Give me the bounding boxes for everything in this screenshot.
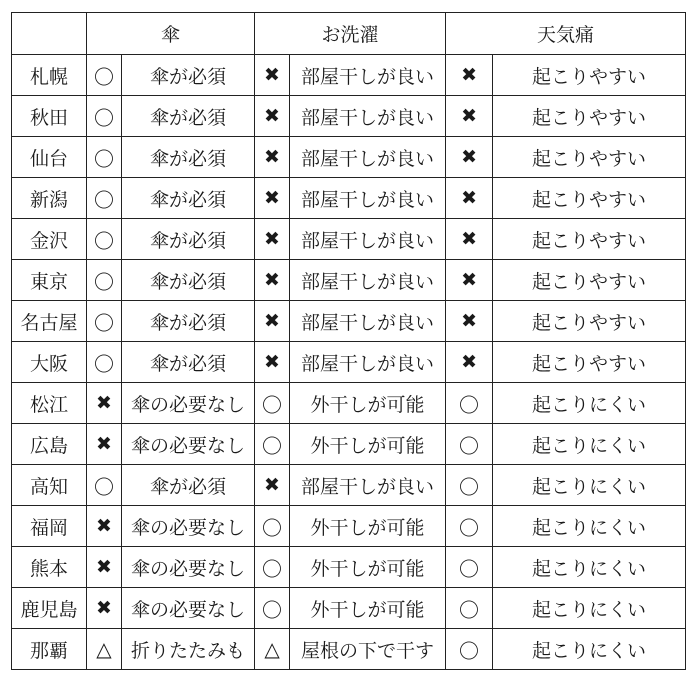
laundry-mark: 〇 <box>255 588 290 629</box>
umbrella-mark: ✖ <box>87 424 122 465</box>
table-row <box>12 219 686 260</box>
table-row <box>12 96 686 137</box>
table-row <box>12 424 686 465</box>
umbrella-mark: ✖ <box>87 383 122 424</box>
laundry-text: 部屋干しが良い <box>290 219 446 260</box>
headache-text: 起こりにくい <box>493 383 686 424</box>
umbrella-text: 傘の必要なし <box>122 588 255 629</box>
city-cell: 広島 <box>12 424 87 465</box>
umbrella-text: 折りたたみも <box>122 629 255 670</box>
umbrella-mark: 〇 <box>87 301 122 342</box>
headache-text: 起こりにくい <box>493 588 686 629</box>
laundry-mark: 〇 <box>255 547 290 588</box>
table-row <box>12 137 686 178</box>
headache-text: 起こりやすい <box>493 96 686 137</box>
headache-mark: ✖ <box>446 260 493 301</box>
table-row <box>12 629 686 670</box>
header-city <box>12 13 87 55</box>
city-cell: 新潟 <box>12 178 87 219</box>
city-cell: 札幌 <box>12 55 87 96</box>
table-row <box>12 465 686 506</box>
header-umbrella: 傘 <box>87 13 255 55</box>
headache-mark: ✖ <box>446 55 493 96</box>
laundry-mark: ✖ <box>255 137 290 178</box>
laundry-text: 外干しが可能 <box>290 383 446 424</box>
laundry-mark: 〇 <box>255 424 290 465</box>
city-cell: 秋田 <box>12 96 87 137</box>
headache-text: 起こりにくい <box>493 506 686 547</box>
headache-text: 起こりやすい <box>493 137 686 178</box>
city-cell: 鹿児島 <box>12 588 87 629</box>
city-cell: 金沢 <box>12 219 87 260</box>
headache-mark: 〇 <box>446 547 493 588</box>
umbrella-text: 傘の必要なし <box>122 547 255 588</box>
city-cell: 那覇 <box>12 629 87 670</box>
forecast-table-container <box>11 12 686 670</box>
table-row <box>12 547 686 588</box>
laundry-mark: ✖ <box>255 260 290 301</box>
city-cell: 名古屋 <box>12 301 87 342</box>
umbrella-mark: 〇 <box>87 465 122 506</box>
table-row <box>12 178 686 219</box>
city-cell: 大阪 <box>12 342 87 383</box>
table-row <box>12 55 686 96</box>
laundry-mark: ✖ <box>255 465 290 506</box>
umbrella-mark: 〇 <box>87 96 122 137</box>
laundry-mark: ✖ <box>255 342 290 383</box>
umbrella-mark: 〇 <box>87 342 122 383</box>
header-headache: 天気痛 <box>446 13 686 55</box>
headache-text: 起こりにくい <box>493 465 686 506</box>
laundry-text: 外干しが可能 <box>290 424 446 465</box>
umbrella-text: 傘が必須 <box>122 219 255 260</box>
headache-mark: ✖ <box>446 219 493 260</box>
city-cell: 福岡 <box>12 506 87 547</box>
laundry-text: 部屋干しが良い <box>290 342 446 383</box>
headache-mark: 〇 <box>446 588 493 629</box>
laundry-mark: ✖ <box>255 178 290 219</box>
umbrella-text: 傘の必要なし <box>122 424 255 465</box>
headache-text: 起こりやすい <box>493 178 686 219</box>
laundry-text: 部屋干しが良い <box>290 96 446 137</box>
headache-text: 起こりやすい <box>493 219 686 260</box>
umbrella-text: 傘が必須 <box>122 260 255 301</box>
umbrella-text: 傘が必須 <box>122 96 255 137</box>
laundry-mark: 〇 <box>255 506 290 547</box>
umbrella-text: 傘が必須 <box>122 137 255 178</box>
umbrella-mark: 〇 <box>87 178 122 219</box>
city-cell: 東京 <box>12 260 87 301</box>
laundry-text: 外干しが可能 <box>290 547 446 588</box>
umbrella-text: 傘の必要なし <box>122 383 255 424</box>
laundry-mark: △ <box>255 629 290 670</box>
headache-text: 起こりやすい <box>493 260 686 301</box>
umbrella-text: 傘が必須 <box>122 178 255 219</box>
laundry-text: 部屋干しが良い <box>290 465 446 506</box>
table-row <box>12 342 686 383</box>
umbrella-text: 傘が必須 <box>122 301 255 342</box>
umbrella-mark: ✖ <box>87 506 122 547</box>
headache-mark: ✖ <box>446 96 493 137</box>
table-row <box>12 383 686 424</box>
laundry-text: 部屋干しが良い <box>290 55 446 96</box>
laundry-text: 屋根の下で干す <box>290 629 446 670</box>
city-cell: 松江 <box>12 383 87 424</box>
city-cell: 高知 <box>12 465 87 506</box>
umbrella-text: 傘が必須 <box>122 55 255 96</box>
headache-mark: ✖ <box>446 301 493 342</box>
headache-text: 起こりやすい <box>493 55 686 96</box>
laundry-text: 部屋干しが良い <box>290 260 446 301</box>
forecast-table <box>11 12 686 670</box>
headache-text: 起こりやすい <box>493 301 686 342</box>
umbrella-mark: ✖ <box>87 547 122 588</box>
headache-mark: 〇 <box>446 629 493 670</box>
table-row <box>12 506 686 547</box>
table-row <box>12 301 686 342</box>
header-row <box>12 13 686 55</box>
laundry-mark: ✖ <box>255 301 290 342</box>
umbrella-mark: △ <box>87 629 122 670</box>
umbrella-mark: 〇 <box>87 219 122 260</box>
headache-mark: ✖ <box>446 137 493 178</box>
laundry-text: 部屋干しが良い <box>290 137 446 178</box>
headache-mark: 〇 <box>446 465 493 506</box>
laundry-text: 外干しが可能 <box>290 588 446 629</box>
headache-mark: 〇 <box>446 383 493 424</box>
table-row <box>12 588 686 629</box>
laundry-mark: ✖ <box>255 219 290 260</box>
umbrella-text: 傘が必須 <box>122 342 255 383</box>
laundry-text: 部屋干しが良い <box>290 301 446 342</box>
headache-text: 起こりにくい <box>493 547 686 588</box>
headache-text: 起こりにくい <box>493 424 686 465</box>
umbrella-mark: 〇 <box>87 137 122 178</box>
headache-mark: 〇 <box>446 506 493 547</box>
headache-mark: ✖ <box>446 342 493 383</box>
headache-text: 起こりにくい <box>493 629 686 670</box>
laundry-text: 外干しが可能 <box>290 506 446 547</box>
umbrella-mark: ✖ <box>87 588 122 629</box>
headache-text: 起こりやすい <box>493 342 686 383</box>
headache-mark: 〇 <box>446 424 493 465</box>
laundry-mark: ✖ <box>255 55 290 96</box>
table-row <box>12 260 686 301</box>
city-cell: 熊本 <box>12 547 87 588</box>
headache-mark: ✖ <box>446 178 493 219</box>
header-laundry: お洗濯 <box>255 13 446 55</box>
umbrella-mark: 〇 <box>87 260 122 301</box>
city-cell: 仙台 <box>12 137 87 178</box>
umbrella-mark: 〇 <box>87 55 122 96</box>
laundry-mark: ✖ <box>255 96 290 137</box>
laundry-text: 部屋干しが良い <box>290 178 446 219</box>
laundry-mark: 〇 <box>255 383 290 424</box>
umbrella-text: 傘が必須 <box>122 465 255 506</box>
umbrella-text: 傘の必要なし <box>122 506 255 547</box>
